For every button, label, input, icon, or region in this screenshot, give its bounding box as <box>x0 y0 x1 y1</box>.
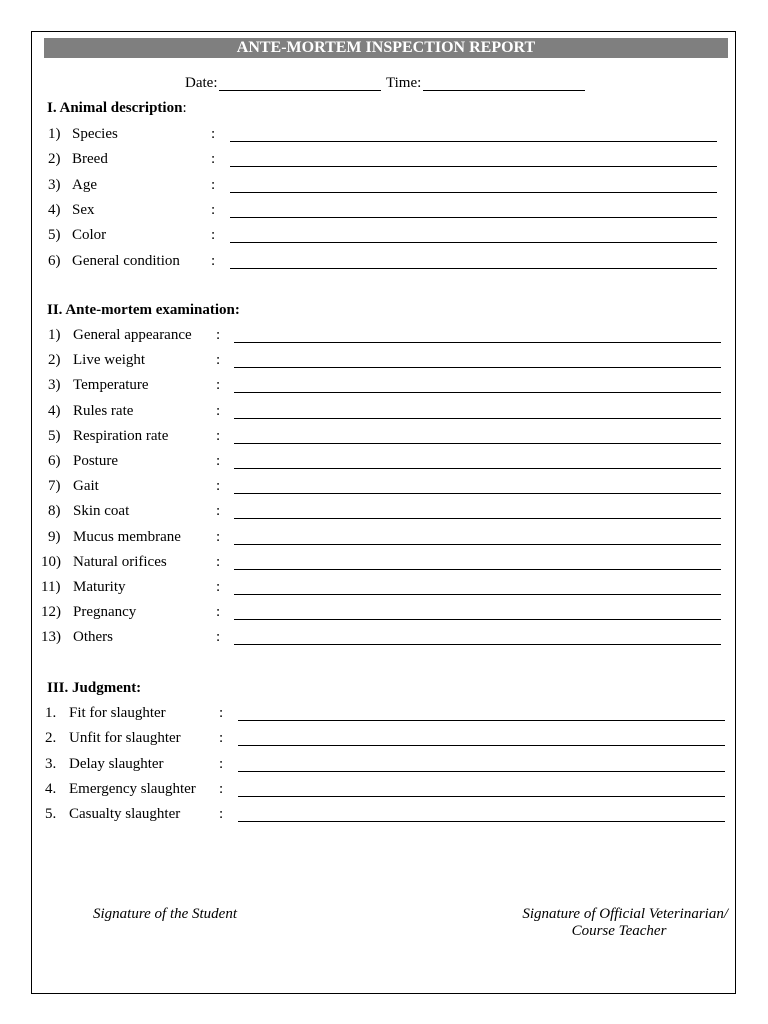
row-number: 9) <box>48 528 61 545</box>
form-row <box>0 251 768 271</box>
answer-field[interactable] <box>234 342 721 343</box>
answer-field[interactable] <box>230 141 717 142</box>
row-number: 5) <box>48 427 61 444</box>
row-number: 3) <box>48 176 61 193</box>
answer-field[interactable] <box>238 771 725 772</box>
row-label: Posture <box>73 453 118 469</box>
row-colon: : <box>216 604 221 621</box>
form-row <box>0 426 768 446</box>
form-row <box>0 451 768 471</box>
row-number: 2) <box>48 151 61 168</box>
form-row <box>0 728 768 748</box>
answer-field[interactable] <box>234 392 721 393</box>
report-title: ANTE-MORTEM INSPECTION REPORT <box>44 38 728 58</box>
answer-field[interactable] <box>238 745 725 746</box>
vet-signature-line2: Course Teacher <box>571 923 667 939</box>
row-label: Unfit for slaughter <box>69 730 181 747</box>
answer-field[interactable] <box>234 544 721 545</box>
row-number: 3. <box>45 755 57 772</box>
row-label: General condition <box>72 252 180 269</box>
answer-field[interactable] <box>230 242 717 243</box>
form-row <box>0 149 768 169</box>
row-number: 2. <box>45 730 57 747</box>
row-number: 6) <box>48 252 61 269</box>
row-label: Gait <box>73 478 99 495</box>
row-colon: : <box>219 755 224 772</box>
time-label: Time: <box>386 75 422 91</box>
section-ante-mortem-heading: II. Ante-mortem examination: <box>47 302 240 318</box>
date-field[interactable] <box>219 90 381 91</box>
row-number: 5. <box>45 806 57 823</box>
form-row <box>0 476 768 496</box>
row-number: 6) <box>48 453 61 469</box>
row-label: Breed <box>72 151 108 168</box>
answer-field[interactable] <box>234 418 721 419</box>
date-time-row <box>0 73 768 93</box>
answer-field[interactable] <box>230 192 717 193</box>
row-number: 4) <box>48 402 61 419</box>
row-colon: : <box>211 151 216 168</box>
row-colon: : <box>216 478 221 495</box>
form-row <box>0 577 768 597</box>
form-row <box>0 703 768 723</box>
vet-signature-line1: Signature of Official Veterinarian/ <box>522 906 728 922</box>
form-row <box>0 602 768 622</box>
time-field[interactable] <box>423 90 585 91</box>
form-row <box>0 779 768 799</box>
form-row <box>0 350 768 370</box>
row-colon: : <box>211 201 216 218</box>
row-colon: : <box>216 377 221 394</box>
row-label: Casualty slaughter <box>69 806 181 823</box>
row-number: 1) <box>48 327 61 343</box>
row-number: 13) <box>41 629 61 646</box>
heading-colon: : <box>182 100 187 116</box>
row-number: 1. <box>45 705 57 721</box>
row-colon: : <box>216 629 221 646</box>
answer-field[interactable] <box>238 796 725 797</box>
answer-field[interactable] <box>234 569 721 570</box>
section-heading-text: I. Animal description <box>47 100 183 116</box>
form-row <box>0 124 768 144</box>
form-row <box>0 804 768 824</box>
row-label: Pregnancy <box>73 604 137 621</box>
answer-field[interactable] <box>230 268 717 269</box>
row-number: 8) <box>48 503 61 520</box>
row-colon: : <box>216 553 221 570</box>
row-label: Skin coat <box>73 503 130 520</box>
row-number: 12) <box>41 604 61 621</box>
form-row <box>0 401 768 421</box>
row-number: 4. <box>45 780 57 797</box>
row-label: Fit for slaughter <box>69 705 166 721</box>
row-label: Live weight <box>73 352 146 369</box>
answer-field[interactable] <box>238 821 725 822</box>
row-label: Others <box>73 629 113 646</box>
answer-field[interactable] <box>234 594 721 595</box>
answer-field[interactable] <box>234 468 721 469</box>
answer-field[interactable] <box>234 367 721 368</box>
row-number: 10) <box>41 553 61 570</box>
row-number: 4) <box>48 201 61 218</box>
row-colon: : <box>216 427 221 444</box>
student-signature-label: Signature of the Student <box>93 906 238 922</box>
row-colon: : <box>211 227 216 244</box>
row-colon: : <box>216 579 221 595</box>
row-colon: : <box>211 126 216 142</box>
form-row <box>0 501 768 521</box>
form-row <box>0 375 768 395</box>
row-label: Emergency slaughter <box>69 780 196 797</box>
row-label: Delay slaughter <box>69 755 164 772</box>
form-row <box>0 527 768 547</box>
answer-field[interactable] <box>234 644 721 645</box>
row-number: 2) <box>48 352 61 369</box>
form-row <box>0 225 768 245</box>
form-row <box>0 627 768 647</box>
vet-signature-label <box>480 906 728 940</box>
row-label: Temperature <box>73 377 149 394</box>
row-colon: : <box>211 252 216 269</box>
row-colon: : <box>216 528 221 545</box>
row-number: 5) <box>48 227 61 244</box>
row-label: Mucus membrane <box>73 528 181 545</box>
section-judgment-heading: III. Judgment: <box>47 680 142 696</box>
answer-field[interactable] <box>234 518 721 519</box>
form-row <box>0 325 768 345</box>
date-label: Date: <box>185 75 218 91</box>
row-colon: : <box>216 327 221 343</box>
row-label: General appearance <box>73 327 192 343</box>
row-colon: : <box>216 503 221 520</box>
row-number: 7) <box>48 478 61 495</box>
row-label: Sex <box>72 201 95 218</box>
row-label: Natural orifices <box>73 553 167 570</box>
row-label: Rules rate <box>73 402 134 419</box>
row-colon: : <box>219 730 224 747</box>
row-label: Age <box>72 176 97 193</box>
form-row <box>0 754 768 774</box>
row-colon: : <box>219 705 224 721</box>
row-label: Species <box>72 126 118 142</box>
row-label: Respiration rate <box>73 427 169 444</box>
answer-field[interactable] <box>230 217 717 218</box>
form-row <box>0 552 768 572</box>
answer-field[interactable] <box>234 619 721 620</box>
row-label: Color <box>72 227 107 244</box>
row-label: Maturity <box>73 579 126 595</box>
row-number: 1) <box>48 126 61 142</box>
answer-field[interactable] <box>234 493 721 494</box>
answer-field[interactable] <box>238 720 725 721</box>
row-colon: : <box>219 780 224 797</box>
row-colon: : <box>219 806 224 823</box>
section-animal-description-heading <box>47 98 187 118</box>
row-colon: : <box>211 176 216 193</box>
answer-field[interactable] <box>234 443 721 444</box>
form-row <box>0 200 768 220</box>
form-row <box>0 175 768 195</box>
row-colon: : <box>216 453 221 469</box>
row-colon: : <box>216 352 221 369</box>
row-number: 11) <box>41 579 61 595</box>
row-colon: : <box>216 402 221 419</box>
row-number: 3) <box>48 377 61 394</box>
answer-field[interactable] <box>230 166 717 167</box>
